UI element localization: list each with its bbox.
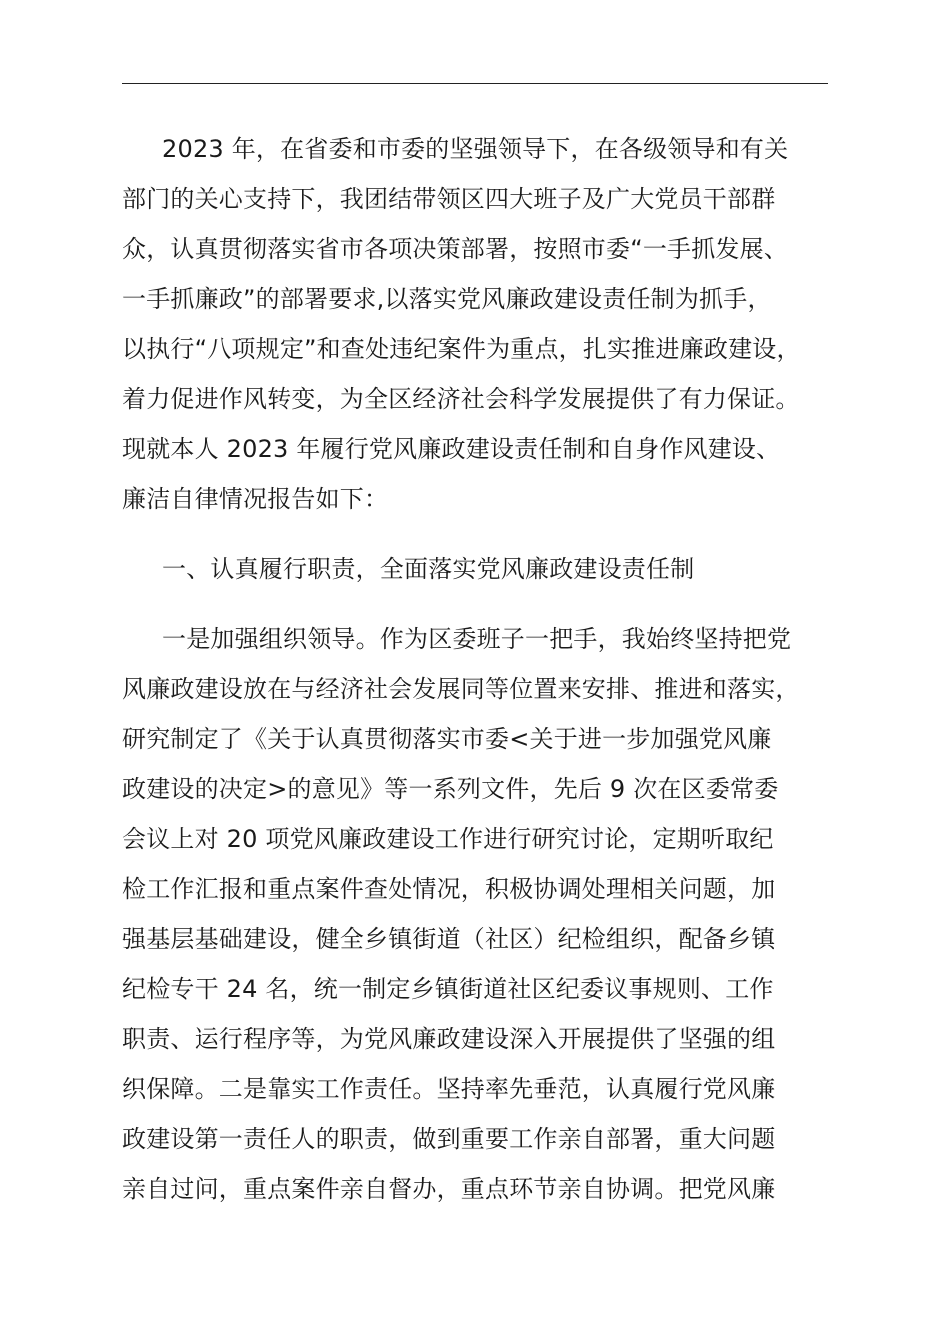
text-line: 检工作汇报和重点案件查处情况，积极协调处理相关问题，加 bbox=[122, 875, 776, 903]
text-line: 2023 年，在省委和市委的坚强领导下，在各级领导和有关 bbox=[162, 135, 789, 163]
text-line: 风廉政建设放在与经济社会发展同等位置来安排、推进和落实， bbox=[122, 675, 800, 703]
text-line: 政建设第一责任人的职责，做到重要工作亲自部署，重大问题 bbox=[122, 1125, 776, 1153]
text-line: 职责、运行程序等，为党风廉政建设深入开展提供了坚强的组 bbox=[122, 1025, 776, 1053]
text-line: 众，认真贯彻落实省市各项决策部署，按照市委“一手抓发展、 bbox=[122, 235, 789, 263]
text-line: 纪检专干 24 名，统一制定乡镇街道社区纪委议事规则、工作 bbox=[122, 975, 774, 1003]
text-line: 部门的关心支持下，我团结带领区四大班子及广大党员干部群 bbox=[122, 185, 776, 213]
text-line: 研究制定了《关于认真贯彻落实市委<关于进一步加强党风廉 bbox=[122, 725, 772, 753]
text-line: 廉洁自律情况报告如下： bbox=[122, 485, 389, 513]
text-line: 一是加强组织领导。作为区委班子一把手，我始终坚持把党 bbox=[162, 625, 792, 653]
text-line: 织保障。二是靠实工作责任。坚持率先垂范，认真履行党风廉 bbox=[122, 1075, 776, 1103]
section-heading bbox=[122, 544, 857, 594]
text-line: 着力促进作风转变，为全区经济社会科学发展提供了有力保证。 bbox=[122, 385, 800, 413]
paragraph-intro bbox=[122, 124, 857, 524]
paragraph-body bbox=[122, 614, 857, 1214]
document-body bbox=[122, 124, 857, 1214]
heading-line: 一、认真履行职责，全面落实党风廉政建设责任制 bbox=[162, 555, 695, 583]
text-line: 强基层基础建设，健全乡镇街道（社区）纪检组织，配备乡镇 bbox=[122, 925, 776, 953]
header-rule bbox=[122, 83, 828, 84]
text-line: 政建设的决定>的意见》等一系列文件，先后 9 次在区委常委 bbox=[122, 775, 779, 803]
text-line: 会议上对 20 项党风廉政建设工作进行研究讨论，定期听取纪 bbox=[122, 825, 774, 853]
text-line: 现就本人 2023 年履行党风廉政建设责任制和自身作风建设、 bbox=[122, 435, 781, 463]
text-line: 以执行“八项规定”和查处违纪案件为重点，扎实推进廉政建设， bbox=[122, 335, 801, 363]
text-line: 一手抓廉政”的部署要求,以落实党风廉政建设责任制为抓手， bbox=[122, 285, 772, 313]
text-line: 亲自过问，重点案件亲自督办，重点环节亲自协调。把党风廉 bbox=[122, 1175, 776, 1203]
